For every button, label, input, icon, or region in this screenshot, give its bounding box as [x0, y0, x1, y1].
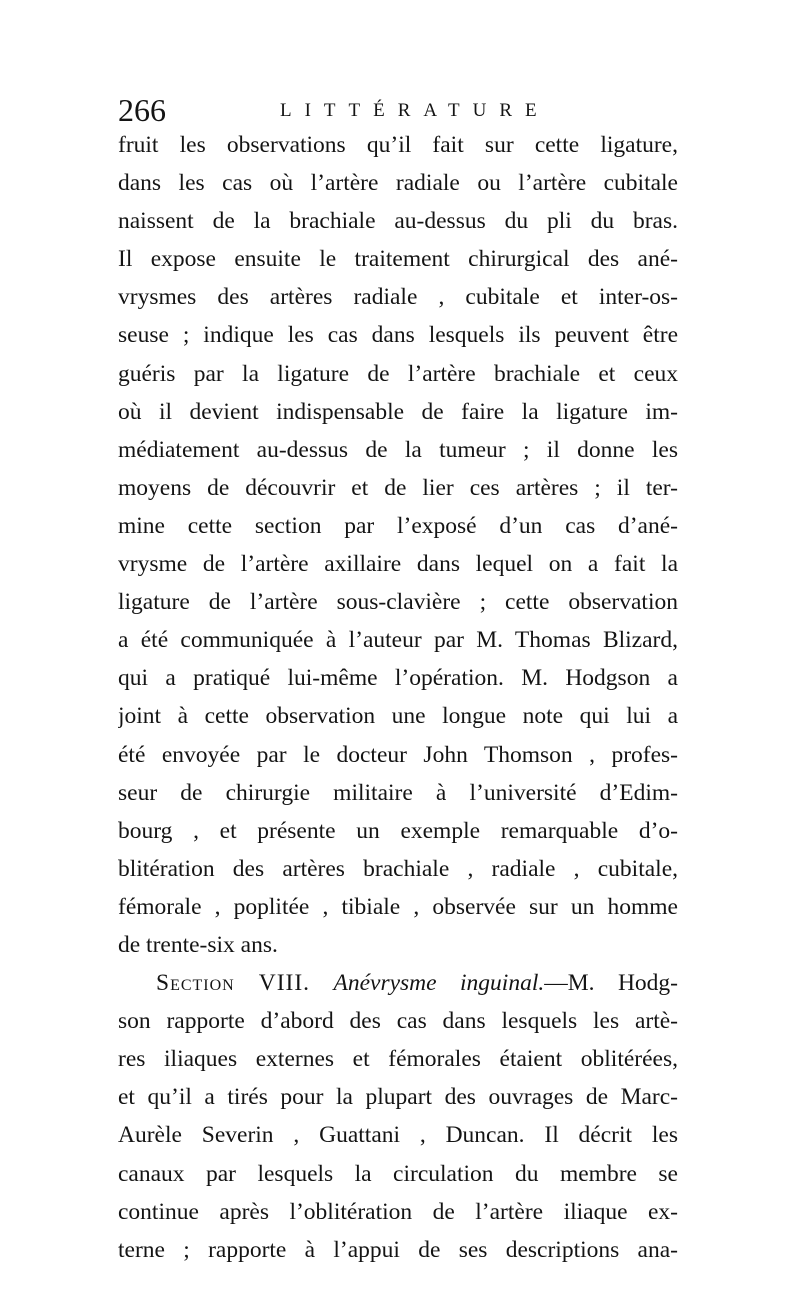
section-title: Anévrysme inguinal. — [333, 970, 545, 997]
page-number: 266 — [118, 92, 166, 128]
text-line: dans les cas où l’artère radiale ou l’artère cubitale — [118, 170, 678, 197]
text-line: seuse ; indique les cas dans lesquels ils peuvent être — [118, 322, 678, 349]
text-line: où il devient indispensable de faire la ligature im- — [118, 398, 678, 425]
section-heading-continuation: —M. Hodg- — [544, 970, 678, 997]
text-line: mine cette section par l’exposé d’un cas d’ané- — [118, 512, 678, 539]
text-line: médiatement au-dessus de la tumeur ; il donne les — [118, 436, 678, 463]
text-line: ligature de l’artère sous-clavière ; cette observation — [118, 589, 678, 616]
text-line: moyens de découvrir et de lier ces artères ; il ter- — [118, 474, 678, 501]
section-label: Section VIII. — [156, 970, 311, 997]
text-line: Il expose ensuite le traitement chirurgical des ané- — [118, 246, 678, 273]
text-line: continue après l’oblitération de l’artère iliaque ex- — [118, 1198, 678, 1225]
text-line: de trente-six ans. — [118, 931, 278, 958]
text-line: seur de chirurgie militaire à l’université d’Edim- — [118, 779, 678, 806]
running-head: LITTÉRATURE — [280, 100, 550, 121]
text-line: vrysme de l’artère axillaire dans lequel on a fait la — [118, 551, 678, 578]
text-line: terne ; rapporte à l’appui de ses descriptions ana- — [118, 1236, 678, 1263]
text-line: naissent de la brachiale au-dessus du pli du bras. — [118, 208, 678, 235]
text-line: été envoyée par le docteur John Thomson , profes- — [118, 741, 678, 768]
text-line: vrysmes des artères radiale , cubitale et inter-os- — [118, 284, 678, 311]
text-line: Aurèle Severin , Guattani , Duncan. Il décrit les — [118, 1122, 678, 1149]
text-line: joint à cette observation une longue note qui lui a — [118, 703, 678, 730]
page-header — [118, 90, 678, 130]
text-line: fémorale , poplitée , tibiale , observée sur un homme — [118, 893, 678, 920]
text-line: qui a pratiqué lui-même l’opération. M. Hodgson a — [118, 665, 678, 692]
text-line: blitération des artères brachiale , radiale , cubitale, — [118, 855, 678, 882]
text-line: et qu’il a tirés pour la plupart des ouvrages de Marc- — [118, 1084, 678, 1111]
text-line: guéris par la ligature de l’artère brachiale et ceux — [118, 360, 678, 387]
section-heading-line — [118, 964, 678, 1002]
text-line: res iliaques externes et fémorales étaient oblitérées, — [118, 1046, 678, 1073]
text-line: son rapporte d’abord des cas dans lesquels les artè- — [118, 1008, 678, 1035]
text-line: bourg , et présente un exemple remarquable d’o- — [118, 817, 678, 844]
text-line: canaux par lesquels la circulation du membre se — [118, 1160, 678, 1187]
text-line: fruit les observations qu’il fait sur cette ligature, — [118, 132, 678, 158]
text-line: a été communiquée à l’auteur par M. Thomas Blizard, — [118, 627, 678, 654]
body-text — [118, 126, 678, 1269]
